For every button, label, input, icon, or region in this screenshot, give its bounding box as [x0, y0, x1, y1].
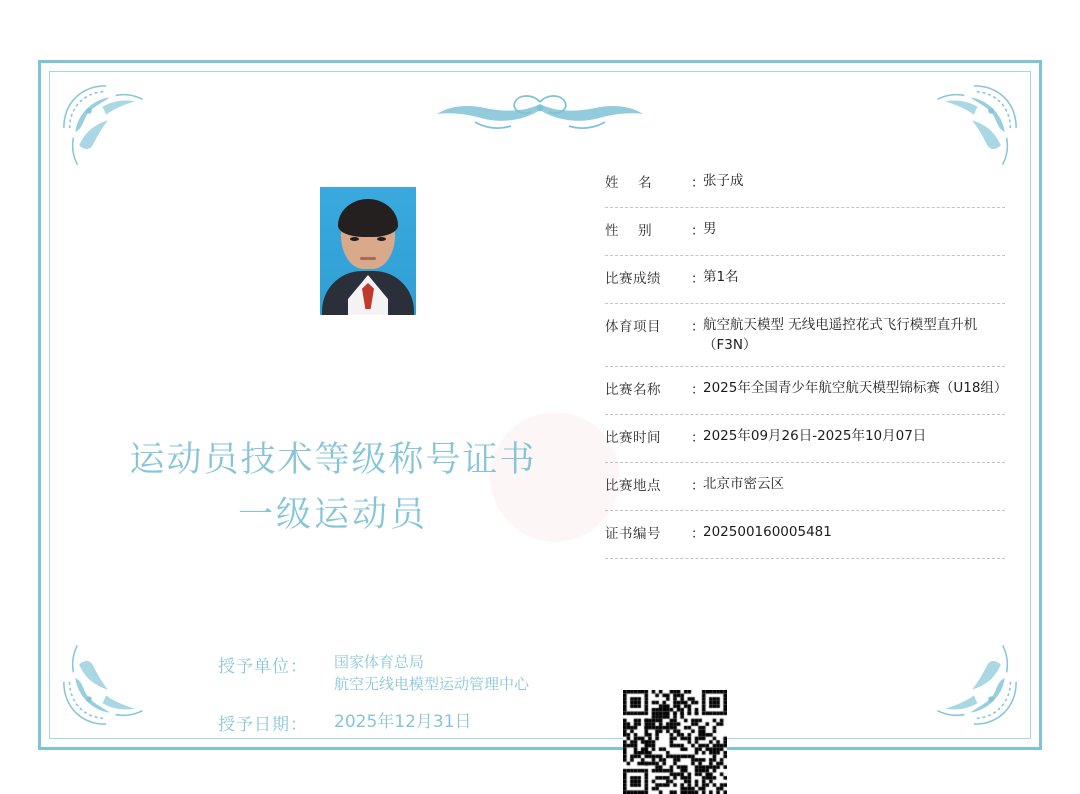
photo-mouth: [360, 257, 376, 260]
award-unit-label: 授予单位：: [218, 657, 308, 677]
field-colon: ：: [691, 223, 705, 239]
field-row: [605, 304, 1005, 367]
award-date-label: 授予日期：: [218, 714, 308, 735]
field-row: [605, 463, 1005, 511]
award-unit-line1: 国家体育总局: [334, 653, 425, 671]
field-value: 2025年09月26日-2025年10月07日: [703, 427, 927, 444]
certificate-document: [38, 60, 1042, 750]
field-label: 体育项目: [605, 319, 661, 335]
field-colon: ：: [691, 175, 705, 191]
photo-eye-right: [377, 237, 386, 241]
field-colon: ：: [691, 429, 705, 446]
field-value: 张子成: [703, 173, 744, 189]
field-colon: ：: [691, 319, 705, 335]
certificate-fields: [605, 160, 1008, 559]
qr-code: [623, 690, 727, 794]
field-value: 航空航天模型 无线电遥控花式飞行模型直升机（F3N）: [703, 317, 978, 354]
field-row: [605, 367, 1008, 415]
certificate-inner-border: [49, 71, 1031, 739]
photo-hair: [338, 199, 398, 237]
field-row: [605, 160, 1005, 208]
field-value: 第1名: [703, 269, 739, 285]
field-value: 男: [703, 221, 717, 237]
field-row: [605, 511, 1005, 559]
field-row: [605, 415, 1005, 463]
field-value: 202500160005481: [703, 523, 832, 540]
field-value: 北京市密云区: [703, 475, 784, 492]
field-row: [605, 256, 1005, 304]
field-value: 2025年全国青少年航空航天模型锦标赛（U18组）: [703, 379, 1008, 396]
award-date-value: 2025年12月31日: [334, 711, 472, 732]
field-label: 比赛名称: [605, 381, 661, 398]
field-colon: ：: [691, 381, 705, 398]
award-date-row: [218, 710, 618, 735]
field-label: 比赛地点: [605, 477, 661, 494]
award-unit-value: [334, 652, 529, 696]
field-label: 证书编号: [605, 525, 661, 542]
field-label: 姓 名: [605, 175, 653, 191]
award-block: [218, 652, 618, 749]
portrait-photo: [320, 187, 416, 315]
award-unit-line2: 航空无线电模型运动管理中心: [334, 674, 530, 693]
award-unit-row: [218, 652, 618, 696]
field-colon: ：: [691, 525, 705, 542]
field-label: 比赛时间: [605, 429, 661, 446]
photo-eye-left: [350, 237, 359, 241]
field-label: 性 别: [605, 223, 653, 239]
field-label: 比赛成绩: [605, 271, 661, 287]
certificate-left-panel: [98, 132, 568, 735]
field-colon: ：: [691, 477, 705, 494]
corner-ornament-icon: [924, 632, 1020, 728]
field-colon: ：: [691, 271, 705, 287]
field-row: [605, 208, 1005, 256]
certificate-grade-title: 一级运动员: [237, 495, 428, 535]
certificate-title: 运动员技术等级称号证书: [129, 440, 537, 480]
